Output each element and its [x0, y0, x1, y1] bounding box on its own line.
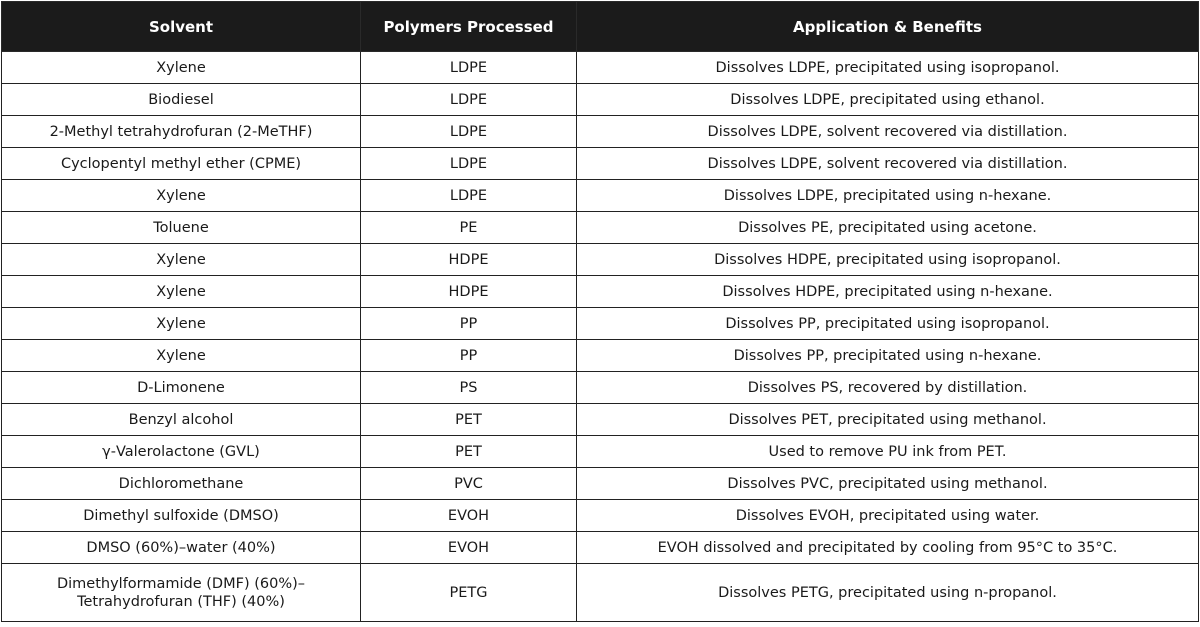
header-application-benefits: Application & Benefits — [577, 2, 1199, 52]
application-cell: Dissolves HDPE, precipitated using n-hexane. — [577, 276, 1199, 308]
polymer-cell: PS — [361, 372, 577, 404]
table-row — [2, 404, 1199, 436]
table-row — [2, 244, 1199, 276]
solvent-cell: Biodiesel — [2, 84, 361, 116]
application-cell: Used to remove PU ink from PET. — [577, 436, 1199, 468]
application-cell: Dissolves PE, precipitated using acetone. — [577, 212, 1199, 244]
solvent-cell: D-Limonene — [2, 372, 361, 404]
application-cell: Dissolves LDPE, solvent recovered via distillation. — [577, 148, 1199, 180]
solvent-cell: Toluene — [2, 212, 361, 244]
polymer-cell: PE — [361, 212, 577, 244]
table-row — [2, 436, 1199, 468]
header-row — [2, 2, 1199, 52]
table-body — [2, 52, 1199, 622]
solvent-cell: γ-Valerolactone (GVL) — [2, 436, 361, 468]
application-cell: Dissolves HDPE, precipitated using isopropanol. — [577, 244, 1199, 276]
table-row — [2, 212, 1199, 244]
solvent-cell: DMSO (60%)–water (40%) — [2, 532, 361, 564]
polymer-cell: LDPE — [361, 180, 577, 212]
application-cell: Dissolves PET, precipitated using methanol. — [577, 404, 1199, 436]
table-row — [2, 308, 1199, 340]
solvent-table — [1, 1, 1199, 622]
solvent-cell: Xylene — [2, 340, 361, 372]
polymer-cell: PP — [361, 308, 577, 340]
table-row — [2, 276, 1199, 308]
table-row — [2, 148, 1199, 180]
solvent-cell: Xylene — [2, 52, 361, 84]
application-cell: Dissolves PP, precipitated using isopropanol. — [577, 308, 1199, 340]
solvent-cell: Xylene — [2, 244, 361, 276]
solvent-cell: Cyclopentyl methyl ether (CPME) — [2, 148, 361, 180]
solvent-cell: Xylene — [2, 308, 361, 340]
application-cell: Dissolves PS, recovered by distillation. — [577, 372, 1199, 404]
table-row — [2, 84, 1199, 116]
polymer-cell: HDPE — [361, 244, 577, 276]
application-cell: EVOH dissolved and precipitated by cooling from 95°C to 35°C. — [577, 532, 1199, 564]
solvent-cell: Dichloromethane — [2, 468, 361, 500]
table-header — [2, 2, 1199, 52]
polymer-cell: HDPE — [361, 276, 577, 308]
table-row — [2, 180, 1199, 212]
application-cell: Dissolves PP, precipitated using n-hexane. — [577, 340, 1199, 372]
solvent-cell: Xylene — [2, 180, 361, 212]
polymer-cell: PETG — [361, 564, 577, 622]
polymer-cell: LDPE — [361, 116, 577, 148]
polymer-cell: EVOH — [361, 500, 577, 532]
solvent-cell — [2, 564, 361, 622]
polymer-cell: PET — [361, 404, 577, 436]
solvent-cell: Xylene — [2, 276, 361, 308]
solvent-cell: 2-Methyl tetrahydrofuran (2-MeTHF) — [2, 116, 361, 148]
header-polymers-processed: Polymers Processed — [361, 2, 577, 52]
table-row — [2, 52, 1199, 84]
polymer-cell: EVOH — [361, 532, 577, 564]
table-row — [2, 468, 1199, 500]
solvent-line: Dimethylformamide (DMF) (60%)– — [56, 575, 306, 592]
application-cell: Dissolves LDPE, solvent recovered via distillation. — [577, 116, 1199, 148]
application-cell: Dissolves EVOH, precipitated using water. — [577, 500, 1199, 532]
table-row — [2, 372, 1199, 404]
table-row — [2, 532, 1199, 564]
polymer-cell: LDPE — [361, 84, 577, 116]
table-row — [2, 564, 1199, 622]
application-cell: Dissolves PETG, precipitated using n-propanol. — [577, 564, 1199, 622]
solvent-cell: Benzyl alcohol — [2, 404, 361, 436]
solvent-cell: Dimethyl sulfoxide (DMSO) — [2, 500, 361, 532]
polymer-cell: LDPE — [361, 52, 577, 84]
polymer-cell: PP — [361, 340, 577, 372]
polymer-cell: PET — [361, 436, 577, 468]
application-cell: Dissolves LDPE, precipitated using n-hexane. — [577, 180, 1199, 212]
table-row — [2, 116, 1199, 148]
application-cell: Dissolves LDPE, precipitated using ethanol. — [577, 84, 1199, 116]
polymer-cell: LDPE — [361, 148, 577, 180]
table-row — [2, 340, 1199, 372]
application-cell: Dissolves PVC, precipitated using methanol. — [577, 468, 1199, 500]
solvent-line: Tetrahydrofuran (THF) (40%) — [77, 593, 285, 610]
header-solvent: Solvent — [2, 2, 361, 52]
polymer-cell: PVC — [361, 468, 577, 500]
application-cell: Dissolves LDPE, precipitated using isopropanol. — [577, 52, 1199, 84]
table-row — [2, 500, 1199, 532]
